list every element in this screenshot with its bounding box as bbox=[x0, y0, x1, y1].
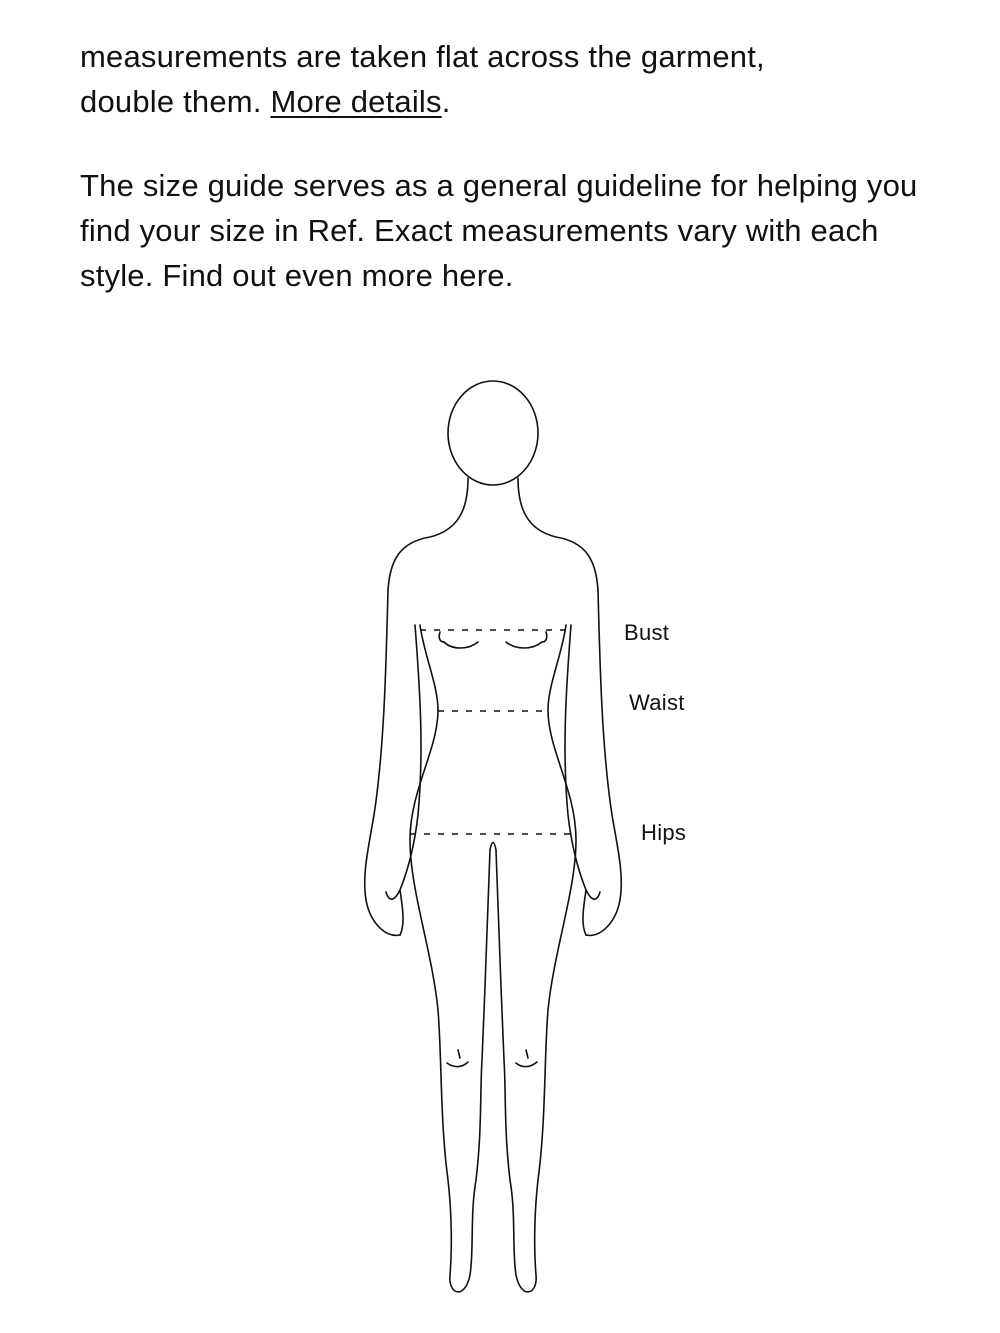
right-knee-line bbox=[526, 1050, 528, 1058]
right-knee-mark bbox=[516, 1062, 537, 1067]
right-shoulder-outline bbox=[518, 478, 598, 590]
body-measurement-figure bbox=[340, 370, 740, 1320]
size-guide-paragraph: The size guide serves as a general guideline for helping you find your size in Ref. Exact measurements vary with each style. Find out even more here. bbox=[80, 168, 918, 293]
measurement-note-suffix: . bbox=[441, 84, 451, 119]
waist-label: Waist bbox=[629, 690, 685, 715]
hips-label: Hips bbox=[641, 820, 687, 845]
crotch-outline bbox=[490, 843, 496, 851]
head-outline bbox=[448, 381, 538, 485]
left-arm-outer bbox=[365, 590, 400, 935]
right-bust-curve bbox=[506, 642, 542, 648]
left-bust-curve bbox=[444, 642, 478, 648]
left-knee-mark bbox=[447, 1062, 468, 1067]
measurement-note-prefix: double them. bbox=[80, 84, 271, 119]
measurement-note-line1: measurements are taken flat across the garment, bbox=[80, 39, 765, 74]
left-leg-outline bbox=[410, 625, 490, 1292]
right-leg-outline bbox=[496, 625, 576, 1292]
left-bust-side bbox=[439, 632, 444, 642]
more-details-link[interactable]: More details bbox=[270, 84, 442, 119]
right-arm-outer bbox=[586, 590, 621, 935]
left-shoulder-outline bbox=[388, 478, 468, 590]
left-knee-line bbox=[458, 1050, 460, 1058]
measurement-note bbox=[80, 34, 940, 124]
bust-label: Bust bbox=[624, 620, 670, 645]
size-guide-text bbox=[80, 34, 940, 298]
right-bust-side bbox=[542, 632, 547, 642]
right-hand bbox=[583, 890, 600, 935]
left-hand bbox=[386, 890, 403, 935]
